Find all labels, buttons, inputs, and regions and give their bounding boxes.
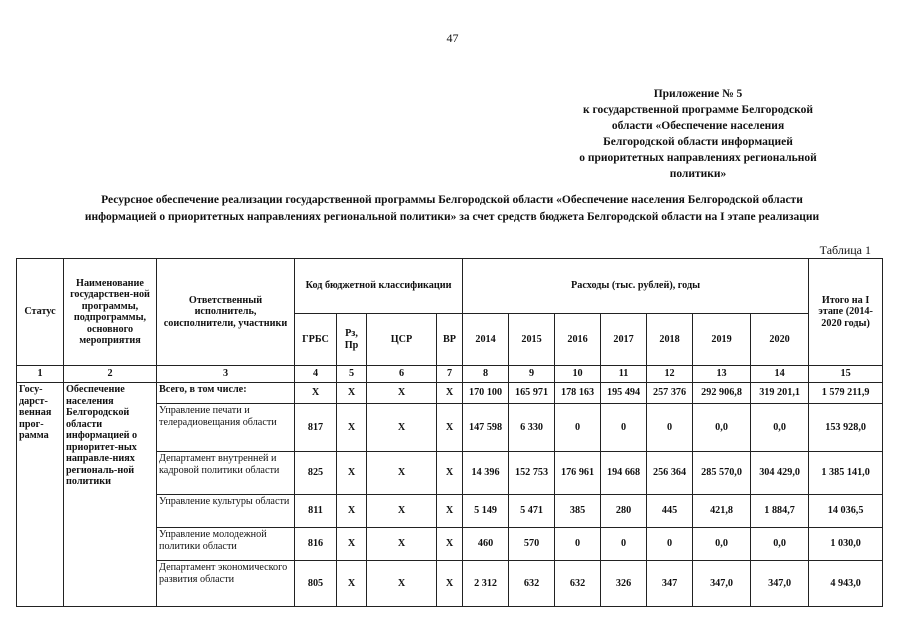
value-cell: 632	[509, 561, 555, 607]
value-cell: 326	[601, 561, 647, 607]
header-year: 2020	[751, 314, 809, 366]
total-cell: 1 030,0	[809, 528, 883, 561]
value-cell: 421,8	[693, 495, 751, 528]
value-cell: 0	[647, 528, 693, 561]
appendix-line: Приложение № 5	[653, 88, 743, 100]
appendix-line: политики»	[669, 168, 727, 180]
rzpr-cell: Х	[337, 528, 367, 561]
executor-cell: Управление молодежной политики области	[157, 528, 295, 561]
column-number: 6	[367, 366, 437, 383]
value-cell: 147 598	[463, 404, 509, 452]
rzpr-cell: Х	[337, 452, 367, 495]
rzpr-cell: Х	[337, 561, 367, 607]
value-cell: 0,0	[751, 404, 809, 452]
vr-cell: Х	[437, 528, 463, 561]
csr-cell: Х	[367, 383, 437, 404]
total-cell: 1 385 141,0	[809, 452, 883, 495]
column-number: 7	[437, 366, 463, 383]
value-cell: 347	[647, 561, 693, 607]
value-cell: 304 429,0	[751, 452, 809, 495]
column-number-row	[17, 366, 883, 383]
header-name: Наименование государствен-ной программы, подпрограммы, основного мероприятия	[64, 259, 157, 366]
value-cell: 319 201,1	[751, 383, 809, 404]
value-cell: 0	[601, 528, 647, 561]
value-cell: 0,0	[693, 404, 751, 452]
csr-cell: Х	[367, 495, 437, 528]
value-cell: 460	[463, 528, 509, 561]
value-cell: 347,0	[751, 561, 809, 607]
executor-cell: Всего, в том числе:	[157, 383, 295, 404]
grbs-cell: 811	[295, 495, 337, 528]
value-cell: 285 570,0	[693, 452, 751, 495]
grbs-cell: Х	[295, 383, 337, 404]
appendix-caption	[533, 86, 863, 182]
page-number: 47	[446, 31, 459, 45]
total-cell: 4 943,0	[809, 561, 883, 607]
csr-cell: Х	[367, 561, 437, 607]
total-cell: 1 579 211,9	[809, 383, 883, 404]
header-total: Итого на I этапе (2014-2020 годы)	[809, 259, 883, 366]
column-number: 3	[157, 366, 295, 383]
budget-table	[16, 258, 883, 607]
column-number: 15	[809, 366, 883, 383]
total-cell: 153 928,0	[809, 404, 883, 452]
vr-cell: Х	[437, 383, 463, 404]
value-cell: 570	[509, 528, 555, 561]
value-cell: 170 100	[463, 383, 509, 404]
header-status: Статус	[17, 259, 64, 366]
program-name-cell: Обеспечение населения Белгородской области информацией о приоритет-ных направле-ниях региональ-ной политики	[64, 383, 157, 607]
column-number: 8	[463, 366, 509, 383]
executor-cell: Департамент внутренней и кадровой политики области	[157, 452, 295, 495]
status-cell: Госу-дарст-венная прог-рамма	[17, 383, 64, 607]
value-cell: 5 149	[463, 495, 509, 528]
header-budget-code: Код бюджетной классификации	[295, 259, 463, 314]
vr-cell: Х	[437, 404, 463, 452]
value-cell: 0	[555, 528, 601, 561]
header-year: 2019	[693, 314, 751, 366]
total-cell: 14 036,5	[809, 495, 883, 528]
value-cell: 632	[555, 561, 601, 607]
value-cell: 292 906,8	[693, 383, 751, 404]
column-number: 10	[555, 366, 601, 383]
csr-cell: Х	[367, 452, 437, 495]
document-title	[18, 192, 886, 226]
table-label: Таблица 1	[819, 243, 871, 257]
value-cell: 347,0	[693, 561, 751, 607]
value-cell: 1 884,7	[751, 495, 809, 528]
rzpr-cell: Х	[337, 404, 367, 452]
header-year: 2018	[647, 314, 693, 366]
grbs-cell: 825	[295, 452, 337, 495]
value-cell: 385	[555, 495, 601, 528]
column-number: 1	[17, 366, 64, 383]
table-row	[17, 383, 883, 404]
value-cell: 165 971	[509, 383, 555, 404]
value-cell: 280	[601, 495, 647, 528]
column-number: 11	[601, 366, 647, 383]
value-cell: 0,0	[751, 528, 809, 561]
appendix-line: о приоритетных направлениях региональной	[579, 152, 817, 164]
header-csr: ЦСР	[367, 314, 437, 366]
executor-cell: Департамент экономического развития области	[157, 561, 295, 607]
column-number: 2	[64, 366, 157, 383]
value-cell: 178 163	[555, 383, 601, 404]
value-cell: 194 668	[601, 452, 647, 495]
vr-cell: Х	[437, 561, 463, 607]
value-cell: 5 471	[509, 495, 555, 528]
rzpr-cell: Х	[337, 495, 367, 528]
header-rzpr: Рз, Пр	[337, 314, 367, 366]
value-cell: 195 494	[601, 383, 647, 404]
executor-cell: Управление печати и телерадиовещания области	[157, 404, 295, 452]
header-vr: ВР	[437, 314, 463, 366]
grbs-cell: 816	[295, 528, 337, 561]
header-grbs: ГРБС	[295, 314, 337, 366]
csr-cell: Х	[367, 528, 437, 561]
executor-cell: Управление культуры области	[157, 495, 295, 528]
value-cell: 152 753	[509, 452, 555, 495]
vr-cell: Х	[437, 495, 463, 528]
header-year: 2016	[555, 314, 601, 366]
appendix-line: к государственной программе Белгородской	[583, 104, 813, 116]
title-line: Ресурсное обеспечение реализации государственной программы Белгородской области «Обеспечение населения Белгородской области	[101, 194, 803, 206]
grbs-cell: 805	[295, 561, 337, 607]
value-cell: 176 961	[555, 452, 601, 495]
header-year: 2014	[463, 314, 509, 366]
value-cell: 0	[555, 404, 601, 452]
value-cell: 0	[647, 404, 693, 452]
header-expenses: Расходы (тыс. рублей), годы	[463, 259, 809, 314]
value-cell: 257 376	[647, 383, 693, 404]
rzpr-cell: Х	[337, 383, 367, 404]
value-cell: 6 330	[509, 404, 555, 452]
value-cell: 0,0	[693, 528, 751, 561]
value-cell: 445	[647, 495, 693, 528]
value-cell: 0	[601, 404, 647, 452]
value-cell: 2 312	[463, 561, 509, 607]
appendix-line: области «Обеспечение населения	[611, 120, 785, 132]
header-year: 2017	[601, 314, 647, 366]
column-number: 5	[337, 366, 367, 383]
column-number: 4	[295, 366, 337, 383]
appendix-line: Белгородской области информацией	[603, 136, 793, 148]
title-line: информацией о приоритетных направлениях региональной политики» за счет средств бюджета Белгородской области на I этапе реализации	[84, 211, 820, 223]
header-year: 2015	[509, 314, 555, 366]
column-number: 9	[509, 366, 555, 383]
grbs-cell: 817	[295, 404, 337, 452]
column-number: 12	[647, 366, 693, 383]
value-cell: 256 364	[647, 452, 693, 495]
value-cell: 14 396	[463, 452, 509, 495]
header-executor: Ответственный исполнитель, соисполнители, участники	[157, 259, 295, 366]
csr-cell: Х	[367, 404, 437, 452]
vr-cell: Х	[437, 452, 463, 495]
column-number: 13	[693, 366, 751, 383]
column-number: 14	[751, 366, 809, 383]
